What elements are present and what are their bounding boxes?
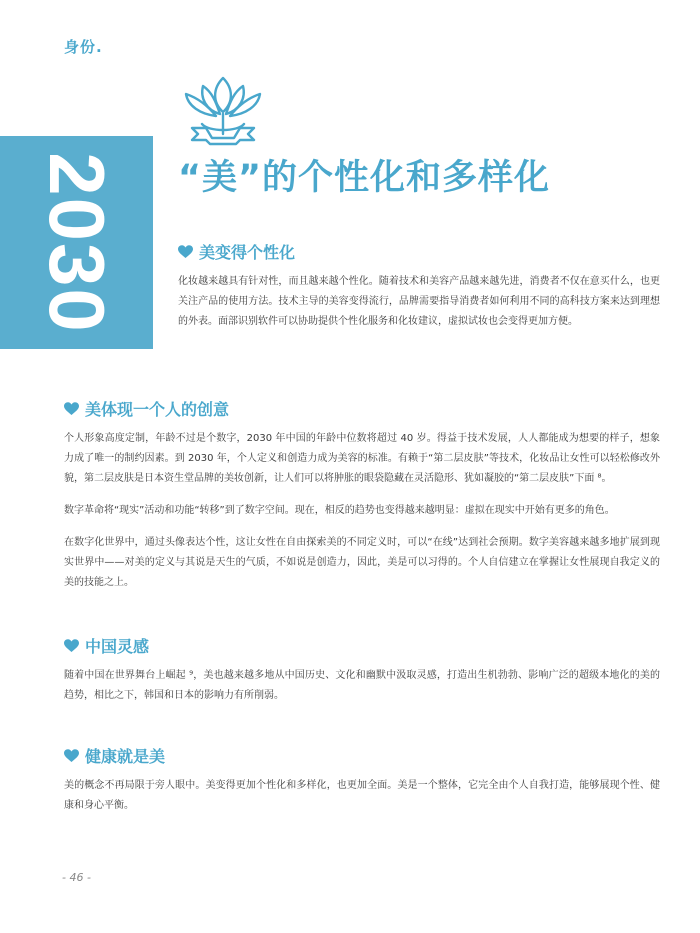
section-paragraph: 化妆越来越具有针对性，而且越来越个性化。随着技术和美容产品越来越先进，消费者不仅在意买什么，也更关注产品的使用方法。技术主导的美容变得流行，品牌需要指导消费者如何利用不同的高科技方案来达到理想的外表。面部识别软件可以协助提供个性化服务和化妆建议，虚拟试妆也会变得更加方便。 bbox=[178, 276, 660, 327]
heart-icon bbox=[64, 639, 79, 653]
section-heading-text: 健康就是美 bbox=[85, 747, 166, 766]
page-title: “美”的个性化和多样化 bbox=[178, 158, 551, 198]
section-heading-text: 中国灵感 bbox=[85, 637, 150, 656]
section-creativity bbox=[64, 397, 660, 593]
section-china-inspiration bbox=[64, 634, 660, 706]
page-number: - 46 - bbox=[62, 871, 91, 884]
header-label: 身份. bbox=[64, 38, 103, 56]
heart-icon bbox=[64, 749, 79, 763]
section-paragraph: 随着中国在世界舞台上崛起 ⁹，美也越来越多地从中国历史、文化和幽默中汲取灵感，打造出生机勃勃、影响广泛的超级本地化的美的趋势，相比之下，韩国和日本的影响力有所削弱。 bbox=[64, 670, 660, 701]
section-heading-text: 美变得个性化 bbox=[199, 243, 296, 262]
year-block bbox=[0, 136, 153, 349]
heart-icon bbox=[64, 402, 79, 416]
section-paragraph: 个人形象高度定制，年龄不过是个数字，2030 年中国的年龄中位数将超过 40 岁。得益于技术发展，人人都能成为想要的样子，想象力成了唯一的制约因素。到 2030 年，个人定义和创造力成为美容的标准。有赖于“第二层皮肤”等技术，化妆品让女性可以轻松修改外貌，第二层皮肤是日本资生堂品牌的美妆创新，让人们可以将肿胀的眼袋隐藏在灵活隐形、犹如凝胶的“第二层皮肤”下面 ⁸。 bbox=[64, 433, 660, 484]
section-heading bbox=[64, 634, 660, 657]
section-health-beauty bbox=[64, 744, 660, 816]
section-personalized bbox=[178, 240, 660, 332]
section-heading-text: 美体现一个人的创意 bbox=[85, 400, 230, 419]
section-heading bbox=[178, 240, 660, 263]
year-text: 2030 bbox=[32, 151, 121, 334]
section-paragraph: 在数字化世界中，通过头像表达个性，这让女性在自由探索美的不同定义时，可以“在线”达到社会预期。数字美容越来越多地扩展到现实世界中——对美的定义与其说是天生的气质，不如说是创造力，因此，美是可以习得的。个人自信建立在掌握让女性展现自我定义的美的技能之上。 bbox=[64, 537, 660, 588]
heart-icon bbox=[178, 245, 193, 259]
section-heading bbox=[64, 744, 660, 767]
lotus-icon bbox=[178, 72, 268, 148]
section-heading bbox=[64, 397, 660, 420]
section-paragraph: 数字革命将“现实”活动和功能“转移”到了数字空间。现在，相反的趋势也变得越来越明显：虚拟在现实中开始有更多的角色。 bbox=[64, 505, 615, 516]
section-paragraph: 美的概念不再局限于旁人眼中。美变得更加个性化和多样化，也更加全面。美是一个整体，它完全由个人自我打造，能够展现个性、健康和身心平衡。 bbox=[64, 780, 660, 811]
